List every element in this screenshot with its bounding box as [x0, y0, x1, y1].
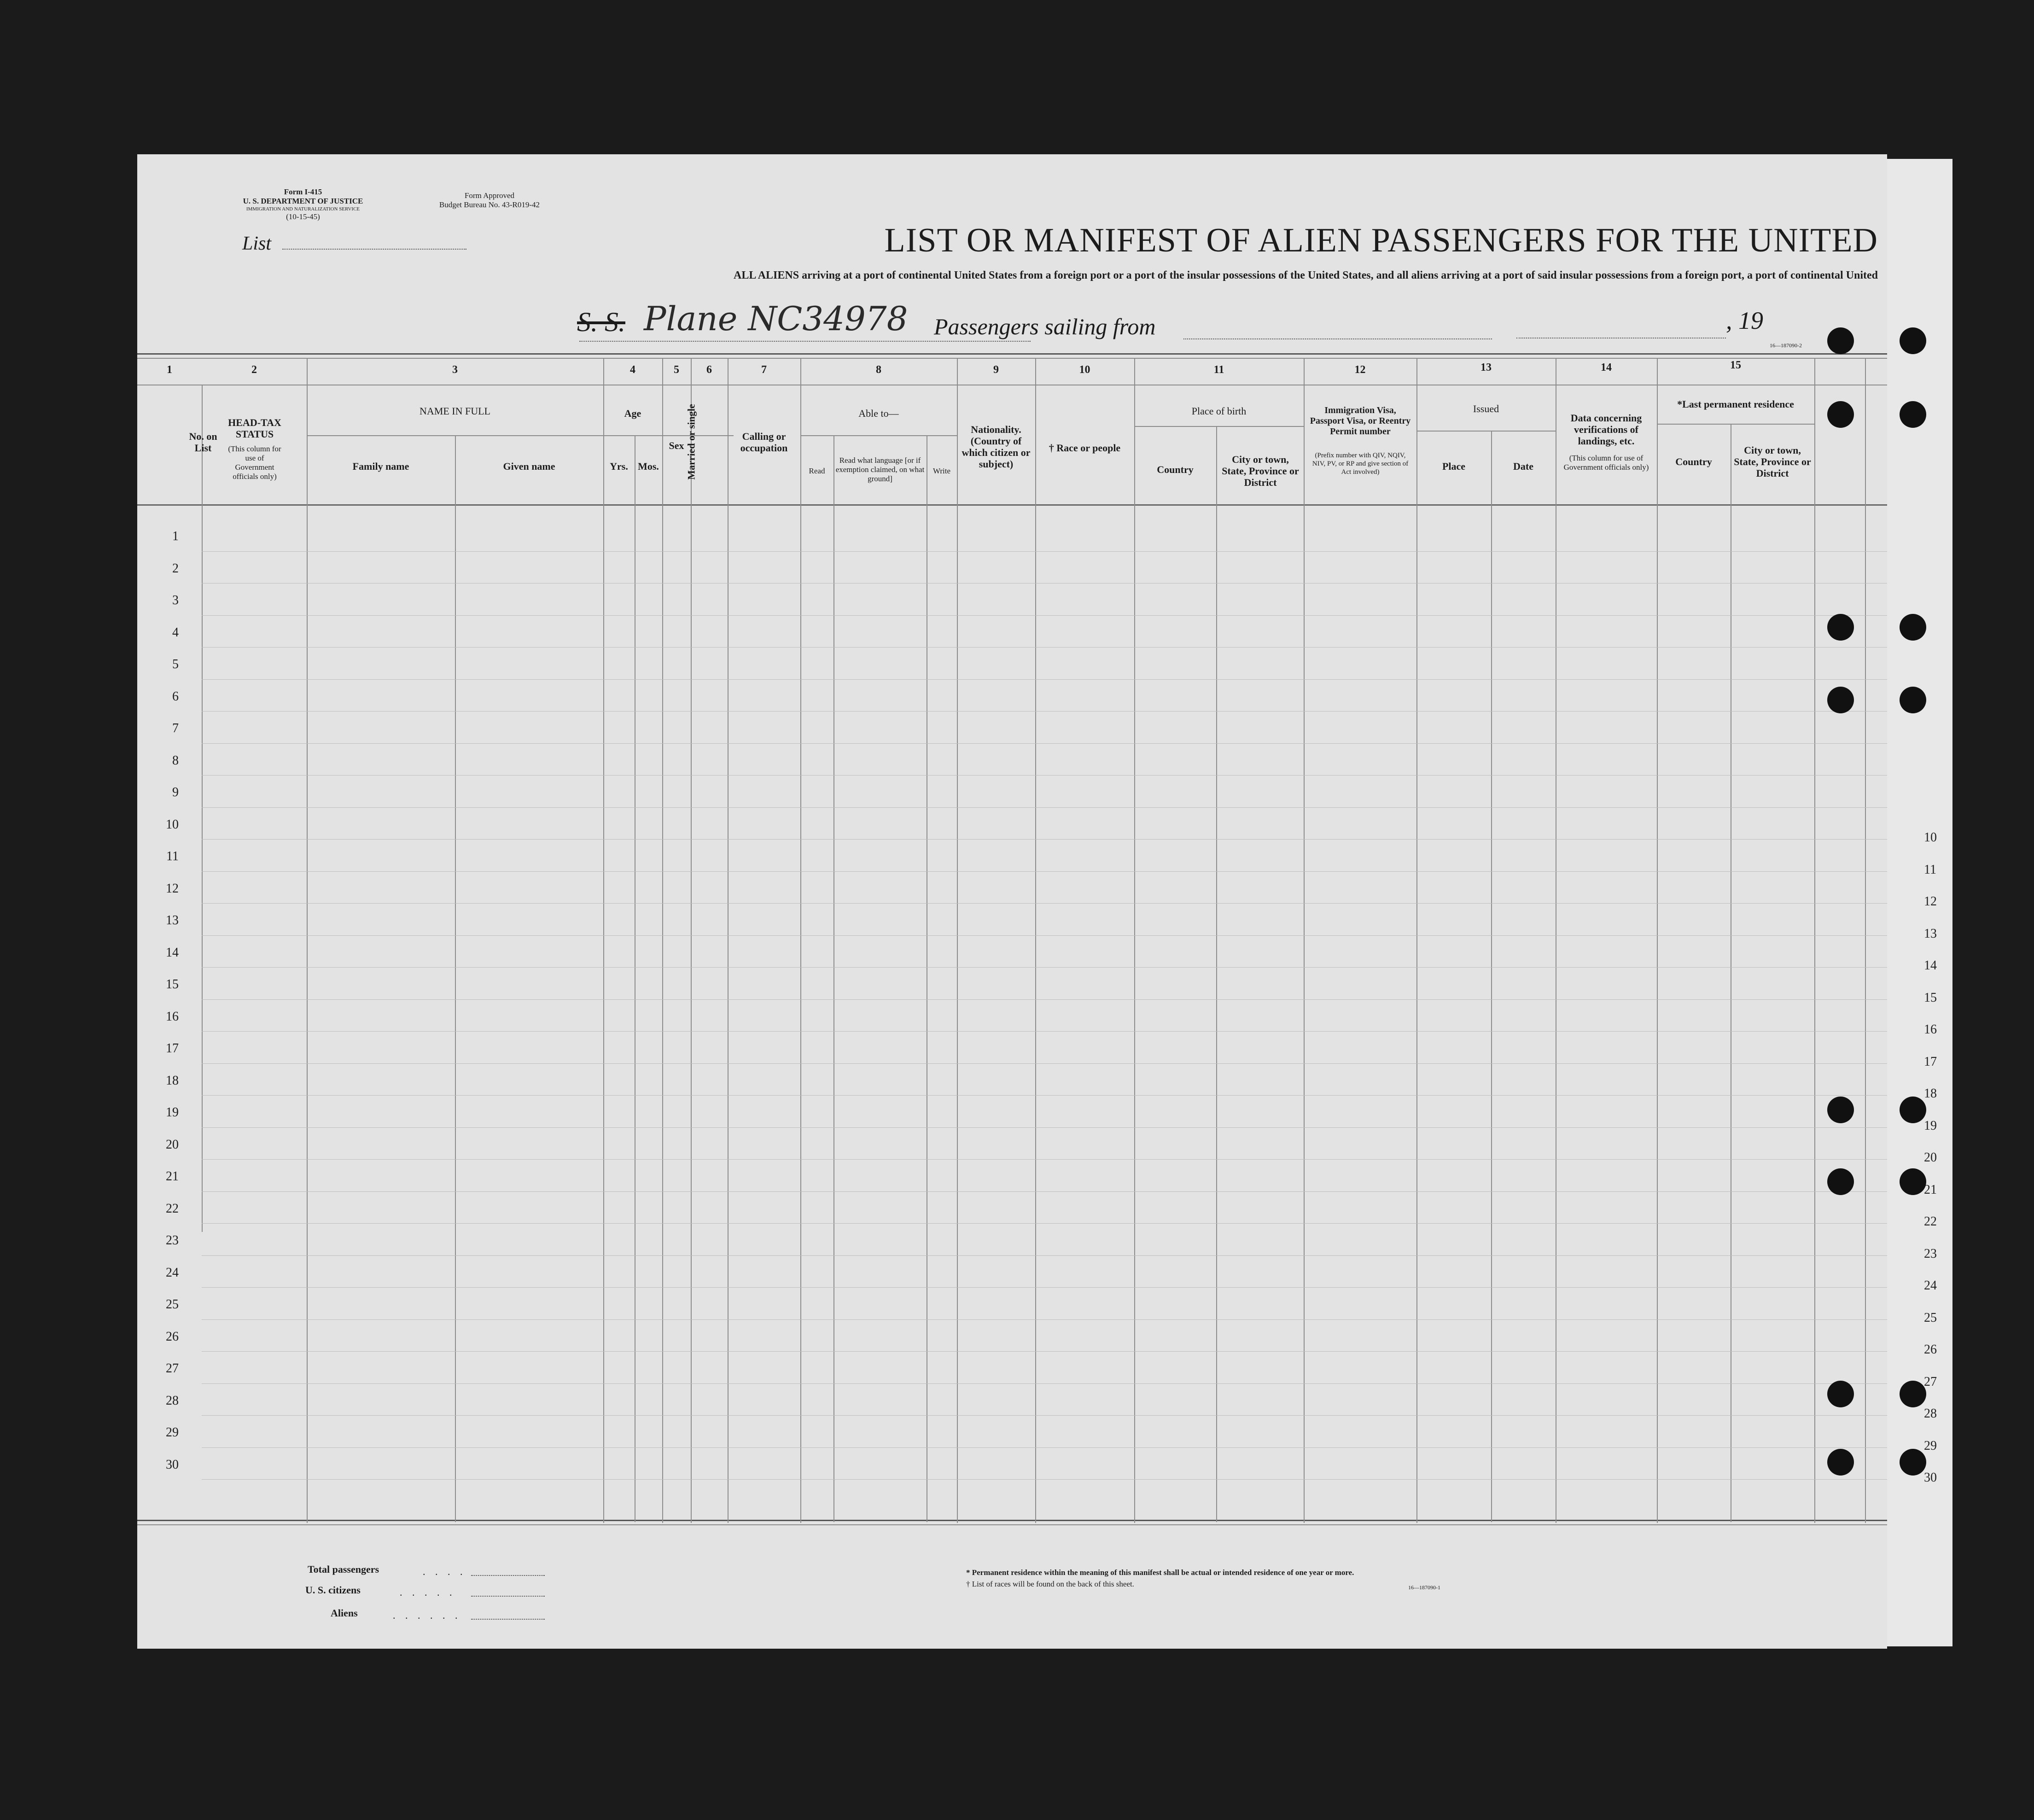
punch-hole: [1827, 1381, 1854, 1407]
next-page-row-number: 23: [1924, 1246, 1937, 1261]
next-page-row-number: 16: [1924, 1022, 1937, 1037]
table-row-line: [202, 551, 1887, 552]
row-number: 14: [166, 945, 179, 960]
manifest-subtitle: ALL ALIENS arriving at a port of continental United States from a foreign port or a port of the insular possessions of the United States, and all aliens arriving at a port of said insular possessions from a foreign port, a port of continental United: [734, 269, 1878, 281]
total-passengers-line: [471, 1575, 545, 1576]
punch-hole: [1900, 327, 1926, 354]
table-row-line: [202, 871, 1887, 872]
col-issued-date: Date: [1513, 461, 1533, 472]
table-row-line: [202, 1223, 1887, 1224]
next-page-row-number: 19: [1924, 1118, 1937, 1133]
row-number: 19: [166, 1105, 179, 1120]
col-birth-city: City or town, State, Province or District: [1222, 454, 1299, 488]
punch-hole: [1827, 327, 1854, 354]
print-code-bottom: 16—187090-1: [1408, 1584, 1440, 1591]
list-label: List: [242, 233, 272, 254]
table-row-line: [202, 1479, 1887, 1480]
sailing-from-line: [1183, 338, 1492, 339]
year-label: , 19: [1726, 307, 1763, 334]
table-row-line: [202, 839, 1887, 840]
col-no-on-list: No. on List: [189, 431, 217, 454]
punch-hole: [1827, 1097, 1854, 1123]
row-number: 13: [166, 913, 179, 928]
table-row-line: [202, 999, 1887, 1000]
table-row-line: [202, 1351, 1887, 1352]
row-number: 5: [172, 657, 179, 671]
col-num-2: 2: [251, 364, 257, 376]
col-num-3: 3: [452, 364, 458, 376]
department: U. S. DEPARTMENT OF JUSTICE: [243, 197, 363, 205]
next-page-row-number: 15: [1924, 990, 1937, 1005]
col-read: Read: [809, 467, 825, 475]
table-row-line: [202, 1127, 1887, 1128]
punch-hole: [1827, 687, 1854, 713]
table-row-line: [202, 1063, 1887, 1064]
table-row-line: [202, 1415, 1887, 1416]
punch-hole: [1827, 1168, 1854, 1195]
vessel-name-handwritten: Plane NC34978: [644, 299, 908, 338]
punch-hole: [1827, 614, 1854, 641]
table-row-line: [202, 743, 1887, 744]
row-number: 6: [172, 689, 179, 704]
col-name-in-full: NAME IN FULL: [420, 405, 490, 417]
row-number: 28: [166, 1393, 179, 1408]
table-row-line: [202, 775, 1887, 776]
approval-info: [414, 191, 565, 210]
next-page-row-number: 27: [1924, 1374, 1937, 1389]
row-number: 12: [166, 881, 179, 896]
col-visa-note: (Prefix number with QIV, NQIV, NIV, PV, or RP and give section of Act involved): [1312, 452, 1409, 476]
row-number: 27: [166, 1361, 179, 1376]
row-number: 20: [166, 1137, 179, 1152]
punch-hole: [1900, 1381, 1926, 1407]
row-number: 18: [166, 1073, 179, 1088]
col-head-tax-note: (This column for use of Government officials only): [228, 444, 281, 481]
next-page-row-number: 25: [1924, 1310, 1937, 1325]
next-page-row-number: 22: [1924, 1214, 1937, 1229]
col-num-11: 11: [1213, 364, 1224, 376]
table-row-line: [202, 1287, 1887, 1288]
table-row-line: [202, 1255, 1887, 1256]
table-row-line: [202, 647, 1887, 648]
col-verification-note: (This column for use of Government officials only): [1563, 454, 1649, 472]
next-page-row-number: 29: [1924, 1438, 1937, 1453]
table-row-line: [202, 967, 1887, 968]
print-code-top: 16—187090-2: [1770, 342, 1802, 349]
table-row-line: [202, 1095, 1887, 1096]
col-race: † Race or people: [1049, 442, 1121, 454]
vessel-line: [579, 341, 1031, 342]
aliens-line: [471, 1619, 545, 1620]
col-num-13: 13: [1480, 362, 1492, 373]
approved-label: Form Approved: [464, 191, 515, 200]
row-number: 25: [166, 1297, 179, 1312]
punch-hole: [1900, 614, 1926, 641]
next-page-row-number: 11: [1924, 862, 1936, 877]
budget-bureau: Budget Bureau No. 43-R019-42: [439, 200, 540, 209]
table-row-line: [202, 1447, 1887, 1448]
next-page-row-number: 17: [1924, 1054, 1937, 1069]
col-sex: Sex: [669, 440, 684, 451]
col-num-4: 4: [630, 364, 635, 376]
next-page-row-number: 12: [1924, 894, 1937, 909]
row-number: 11: [166, 849, 179, 863]
col-issued-place: Place: [1442, 461, 1466, 472]
punch-hole: [1900, 687, 1926, 713]
col-num-12: 12: [1354, 364, 1366, 376]
form-date: (10-15-45): [286, 212, 320, 221]
row-number: 17: [166, 1041, 179, 1056]
row-number: 2: [172, 561, 179, 576]
col-last-residence: *Last permanent residence: [1677, 398, 1794, 410]
next-page-row-number: 24: [1924, 1278, 1937, 1293]
row-number: 30: [166, 1457, 179, 1472]
col-res-city: City or town, State, Province or District: [1734, 444, 1811, 479]
col-calling: Calling or occupation: [740, 431, 788, 454]
col-family-name: Family name: [352, 461, 409, 472]
row-number: 15: [166, 977, 179, 992]
col-num-6: 6: [706, 364, 712, 376]
col-nationality: Nationality. (Country of which citizen or subject): [962, 424, 1031, 470]
punch-hole: [1827, 401, 1854, 428]
form-info: [234, 187, 372, 222]
punch-hole: [1900, 1449, 1926, 1476]
table-row-line: [202, 1191, 1887, 1192]
row-number: 22: [166, 1201, 179, 1216]
table-row-line: [202, 1159, 1887, 1160]
col-married-single: Married or single: [685, 404, 697, 480]
table-row-line: [202, 1031, 1887, 1032]
form-number: Form I-415: [284, 187, 322, 196]
next-page-row-number: 20: [1924, 1150, 1937, 1165]
list-line: [282, 249, 466, 250]
row-number: 26: [166, 1329, 179, 1344]
row-number: 7: [172, 721, 179, 735]
punch-hole: [1900, 1168, 1926, 1195]
row-number: 24: [166, 1265, 179, 1280]
footer-aliens: Aliens: [331, 1607, 358, 1619]
next-page-row-number: 26: [1924, 1342, 1937, 1357]
sailing-label: Passengers sailing from: [934, 314, 1156, 339]
col-read-language: Read what language [or if exemption claimed, on what ground]: [835, 456, 925, 483]
row-number: 23: [166, 1233, 179, 1248]
row-number: 29: [166, 1425, 179, 1440]
col-num-14: 14: [1601, 362, 1612, 373]
punch-hole: [1827, 1449, 1854, 1476]
us-citizens-line: [471, 1596, 545, 1597]
table-row-line: [202, 1319, 1887, 1320]
col-num-9: 9: [993, 364, 999, 376]
col-age-mos: Mos.: [638, 461, 659, 472]
col-given-name: Given name: [503, 461, 555, 472]
col-write: Write: [932, 467, 951, 475]
manifest-title: LIST OR MANIFEST OF ALIEN PASSENGERS FOR THE UNITED: [884, 222, 1878, 259]
col-num-10: 10: [1079, 364, 1090, 376]
footnote-residence: * Permanent residence within the meaning of this manifest shall be actual or intended residence of one year or more.: [966, 1568, 1354, 1577]
row-number: 16: [166, 1009, 179, 1024]
footer-us-citizens: U. S. citizens: [305, 1584, 361, 1596]
table-row-line: [202, 679, 1887, 680]
next-page-row-number: 13: [1924, 926, 1937, 941]
service: IMMIGRATION AND NATURALIZATION SERVICE: [246, 206, 360, 212]
punch-hole: [1900, 1097, 1926, 1123]
row-number: 9: [172, 785, 179, 799]
col-age: Age: [624, 408, 641, 419]
col-num-1: 1: [167, 364, 172, 376]
manifest-sheet: Form I-415 U. S. DEPARTMENT OF JUSTICE IMMIGRATION AND NATURALIZATION SERVICE (10-15-45) Form Approved Budget Bureau No. 43-R019-42 List LIST OR MANIFEST OF ALIEN PASSENGERS FOR THE UNITED ALL ALIENS arriving at a port of continental United States from a foreign port or a port of the insular possessions of the United States, and all aliens arriving at a port of said insular possessions from a foreign port, a port of continental United S. S. Plane NC34978 Passengers sailing from , 19 16—187090-2 1 2 3 4 5 6 7 8 9 10 11 12 13 14 15 No. on List HEAD-TAX STATUS (This column for use of Government officials only) NAME IN FULL Family name Given name Age Yrs. Mos. Sex Married or single Calling or occupation Able to— Read Read what language [or if exemption claimed, on what ground] Write Nationality. (Country of which citizen or subject) † Race or people Place of birth Country City or town, State, Province or District Immigration Visa, Passport Visa, or Reentry Permit number (Prefix number with QIV, NQIV, NIV, PV, or RP and give section of Act involved) Issued Place Date Data concerning verifications of landings, etc. (This column for use of Government officials only) *Last permanent residence Country City or town, State, Province or District 1 2 3 4 5 6 7 8 9 10 11 12 13 14 15 16 17 18 19 20 21 22 23 24 25 26 27 28 29 30 Total passengers U. S. citizens Aliens . . . . . . . . . . . . . . . * Permanent residence within the meaning of this manifest shall be actual or intended residence of one year or more. † List of races will be found on the back of this sheet. 16—187090-1: [137, 154, 1887, 1649]
col-res-country: Country: [1675, 456, 1712, 467]
row-number: 8: [172, 753, 179, 768]
table-row-line: [202, 807, 1887, 808]
col-num-8: 8: [876, 364, 881, 376]
footnote-races: † List of races will be found on the back of this sheet.: [966, 1580, 1134, 1588]
row-number: 10: [166, 817, 179, 832]
next-page-row-number: 10: [1924, 830, 1937, 845]
col-issued: Issued: [1473, 403, 1499, 414]
table-row-line: [202, 935, 1887, 936]
row-number: 3: [172, 593, 179, 607]
row-number: 1: [172, 529, 179, 543]
row-number: 21: [166, 1169, 179, 1184]
next-page-row-number: 14: [1924, 958, 1937, 973]
next-page-row-number: 21: [1924, 1182, 1937, 1197]
col-verification: Data concerning verifications of landings, etc.: [1570, 412, 1642, 447]
next-page-row-number: 18: [1924, 1086, 1937, 1101]
col-num-15: 15: [1730, 359, 1741, 371]
col-birth-country: Country: [1157, 464, 1194, 475]
col-num-7: 7: [761, 364, 767, 376]
col-able-to: Able to—: [858, 408, 899, 419]
col-num-5: 5: [674, 364, 679, 376]
table-row-line: [202, 615, 1887, 616]
punch-hole: [1900, 401, 1926, 428]
table-row-line: [202, 903, 1887, 904]
ss-label: S. S.: [577, 307, 625, 337]
col-head-tax: HEAD-TAX STATUS: [228, 417, 281, 440]
col-place-of-birth: Place of birth: [1191, 405, 1247, 417]
table-row-line: [202, 1383, 1887, 1384]
next-page-row-number: 30: [1924, 1470, 1937, 1485]
col-visa: Immigration Visa, Passport Visa, or Reentry Permit number: [1310, 405, 1411, 437]
col-age-yrs: Yrs.: [610, 461, 628, 472]
table-row-line: [202, 711, 1887, 712]
footer-total-passengers: Total passengers: [308, 1563, 379, 1575]
next-page-row-number: 28: [1924, 1406, 1937, 1421]
row-number: 4: [172, 625, 179, 640]
